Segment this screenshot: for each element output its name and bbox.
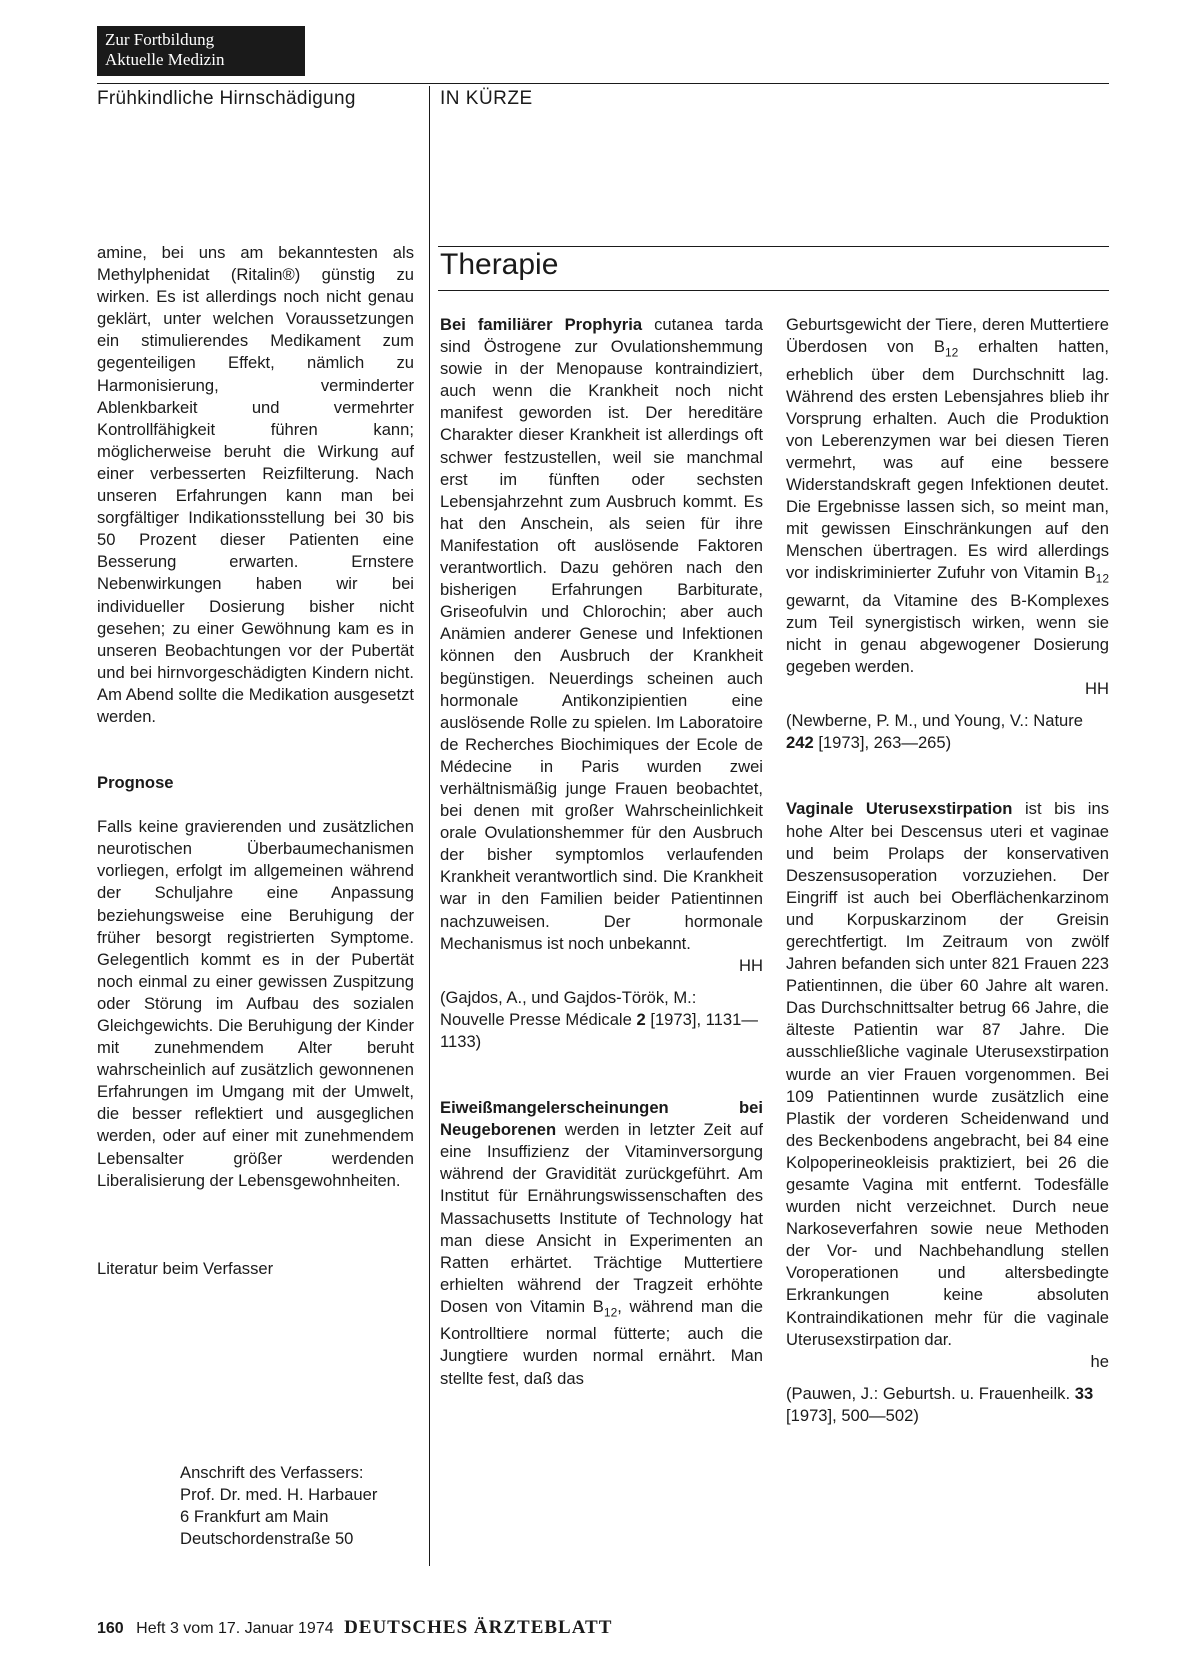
vitamin-subscript: 12 <box>944 345 959 360</box>
article-eiweiss <box>440 1097 763 1390</box>
left-paragraph-2: Falls keine gravierenden und zusätzlichen neurotischen Überbaumechanismen vorliegen, erfolgt im allgemeinen während der Schuljahre eine Anpassung beziehungsweise eine Beruhigung der früher besorgt registrierten Symptome. Gelegentlich kommt es in der Pubertät noch einmal zu einer gewissen Zuspitzung oder Störung im Aufbau des sozialen Gleichgewichts. Die Beruhigung der Kinder mit zunehmendem Alter beruht wahrscheinlich auf zusätzlich gewonnenen Erfahrungen im Umgang mit der Umwelt, die besser reflektiert und ausgeglichen werden, oder auf einer mit zunehmendem Lebensalter größer werdenden Liberalisierung der Lebensgewohnheiten. <box>97 817 414 1190</box>
left-paragraph-1: amine, bei uns am bekanntesten als Methylphenidat (Ritalin®) günstig zu wirken. Es ist allerdings noch nicht genau geklärt, unter welchen Voraussetzungen ein stimulierendes Medikament zum gegenteiligen Effekt, nämlich zu Harmonisierung, verminderter Ablenkbarkeit und vermehrter Kontrollfähigkeit führen kann; möglicherweise beruht die Wirkung auf einer verbesserten Reizfilterung. Nach unseren Erfahrungen kann man bei sorgfältiger Indikationsstellung bei 30 bis 50 Prozent dieser Patienten eine Besserung erwarten. Ernstere Nebenwirkungen haben wir bei individueller Dosierung bisher nicht gesehen; zu einer Gewöhnung kam es in unseren Beobachtungen vor der Pubertät und bei hirnvorgeschädigten Kindern nicht. Am Abend sollte die Medikation ausgesetzt werden. <box>97 243 414 726</box>
author-address <box>180 1462 377 1550</box>
ref-volume: 2 <box>636 1009 646 1029</box>
address-line-3: 6 Frankfurt am Main <box>180 1507 329 1527</box>
ref-prefix: (Gajdos, A., und Gajdos-Török, M.: Nouvelle Presse Médicale <box>440 987 697 1029</box>
issue-info: Heft 3 vom 17. Januar 1974 <box>136 1620 334 1637</box>
ref-prefix: (Pauwen, J.: Geburtsh. u. Frauenheilk. <box>786 1383 1071 1403</box>
section-label-line2: Aktuelle Medizin <box>105 50 225 69</box>
article-porphyria-body: cutanea tarda sind Östrogene zur Ovulationshemmung sowie in der Menopause kontraindiziert, auch wenn die Krankheit noch nicht manifest geworden ist. Der hereditäre Charakter dieser Krankheit ist allerdings oft schwer festzustellen, weil sie manchmal erst im fünften oder sechsten Lebensjahrzehnt zum Ausbruch kommt. Es hat den Anschein, als seien für ihre Manifestation oft auslösende Faktoren verantwortlich. Dazu gehören nach den bisherigen Erfahrungen Barbiturate, Griseofulvin und Chlorochin; aber auch Anämien anderer Genese und Infektionen können den Ausbruch der Krankheit begünstigen. Neuerdings scheinen auch hormonale Antikonzipientien eine auslösende Rolle zu spielen. Im Laboratoire de Recherches Biochimiques der Ecole de Médecine in Paris wurden zwei verhältnismäßig junge Frauen beobachtet, bei denen mit großer Wahrscheinlichkeit orale Ovulationshemmer für den Ausbruch der bisher symptomlos verlaufenden Krankheit verantwortlich sind. Die Krankheit war in den Familien beider Patientinnen nachzuweisen. Der hormonale Mechanismus ist noch unbekannt. <box>440 315 763 953</box>
article-uterus-body: ist bis ins hohe Alter bei Descensus uteri et vaginae und beim Prolaps der konservativen Deszensusoperation vorzuziehen. Der Eingriff ist auch bei Oberflächenkarzinom und Korpuskarzinom der Greisin gerechtfertigt. Im Zeitraum von zwölf Jahren befanden sich unter 821 Frauen 223 Patientinnen, die über 60 Jahre alt waren. Das Durchschnittsalter betrug 66 Jahre, die älteste Patientin war 87 Jahre. Die ausschließliche vaginale Uterusexstirpation wurde an vier Frauen vorgenommen. Bei 109 Patientinnen wurde zusätzlich eine Plastik der vorderen Scheidenwand und des Beckenbodens angebracht, bei 84 eine Kolpoperineokleisis praktiziert, bei 26 die gesamte Vagina mit entfernt. Todesfälle wurden nicht verzeichnet. Durch neue Narkoseverfahren sowie neue Methoden der Vor- und Nachbehandlung stellen Voroperationen und altersbedingte Erkrankungen keine absoluten Kontraindikationen mehr für die vaginale Uterusexstirpation dar. <box>786 799 1109 1349</box>
article-uterus-initials: he <box>1090 1351 1109 1371</box>
address-line-2: Prof. Dr. med. H. Harbauer <box>180 1485 378 1505</box>
journal-name: DEUTSCHES ÄRZTEBLATT <box>344 1617 613 1638</box>
column-divider <box>429 86 430 1566</box>
vitamin-subscript: 12 <box>1095 571 1109 586</box>
article-porphyria-initials: HH <box>739 955 763 975</box>
article-eiweiss-reference <box>786 710 1109 754</box>
address-line-1: Anschrift des Verfassers: <box>180 1463 364 1482</box>
section-running-title: IN KÜRZE <box>440 88 533 109</box>
ref-prefix: (Newberne, P. M., und Young, V.: Nature <box>786 711 1084 731</box>
continuation-part-1: Geburtsgewicht der Tiere, deren Muttertiere Überdosen von B <box>786 315 1109 357</box>
ref-volume: 33 <box>1074 1383 1094 1403</box>
right-column <box>786 314 1109 1427</box>
ref-suffix: [1973], 263—265) <box>818 733 952 753</box>
ref-suffix: [1973], 500—502) <box>786 1405 919 1425</box>
therapie-rule-bottom <box>438 290 1109 291</box>
literature-note: Literatur beim Verfasser <box>97 1258 274 1278</box>
vitamin-subscript: 12 <box>603 1305 618 1320</box>
prognose-subheading: Prognose <box>97 773 174 793</box>
address-line-4: Deutschordenstraße 50 <box>180 1529 354 1549</box>
article-uterus-reference <box>786 1383 1109 1427</box>
article-eiweiss-continuation <box>786 314 1109 678</box>
article-uterus <box>786 798 1109 1350</box>
ref-suffix: [1973], 1131—1133) <box>440 1009 758 1051</box>
therapie-heading: Therapie <box>440 248 559 281</box>
left-column <box>97 242 414 1280</box>
section-label-line1: Zur Fortbildung <box>105 30 215 49</box>
article-uterus-lead: Vaginale Uterusexstirpation <box>786 799 1013 819</box>
page-number: 160 <box>97 1620 124 1637</box>
article-eiweiss-body-1: werden in letzter Zeit auf eine Insuffizienz der Vitaminversorgung während der Gravidität zurückgeführt. Am Institut für Ernährungswissenschaften des Massachusetts Institute of Technology hat man diese Ansicht in Experimenten an Ratten erhärtet. Trächtige Muttertiere erhielten während der Tragzeit erhöhte Dosen von Vitamin B <box>440 1120 763 1316</box>
continuation-part-2: erhalten hatten, erheblich über dem Durchschnitt lag. Während des ersten Lebensjahres blieb ihr Vorsprung erhalten. Auch die Produktion von Leberenzymen war bei diesen Tieren vermehrt, was auf eine bessere Widerstandskraft gegen Infektionen deutet. Die Ergebnisse lassen sich, so meint man, mit gewissen Einschränkungen auf den Menschen übertragen. Es wird allerdings vor indiskriminierter Zufuhr von Vitamin B <box>786 337 1109 583</box>
article-porphyria-reference <box>440 987 763 1053</box>
article-eiweiss-body-2: , während man die Kontrolltiere normal fütterte; auch die Jungtiere wurden normal ernährt. Man stellte fest, daß das <box>440 1296 763 1388</box>
article-porphyria <box>440 314 763 955</box>
section-label <box>97 26 305 76</box>
article-eiweiss-initials: HH <box>1085 679 1109 699</box>
page-footer <box>97 1617 612 1639</box>
ref-volume: 242 <box>786 733 814 753</box>
therapie-rule-top <box>438 246 1109 247</box>
article-porphyria-lead: Bei familiärer Prophyria <box>440 315 643 334</box>
top-rule <box>97 83 1109 84</box>
article-eiweiss-lead: Eiweißmangelerscheinungen bei Neugeborenen <box>440 1098 763 1140</box>
article-running-title: Frühkindliche Hirnschädigung <box>97 88 356 109</box>
continuation-part-3: gewarnt, da Vitamine des B-Komplexes zum Teil synergistisch wirken, wenn sie nicht in genau abgewogener Dosierung gegeben werden. <box>786 590 1109 677</box>
middle-column <box>440 314 763 1390</box>
